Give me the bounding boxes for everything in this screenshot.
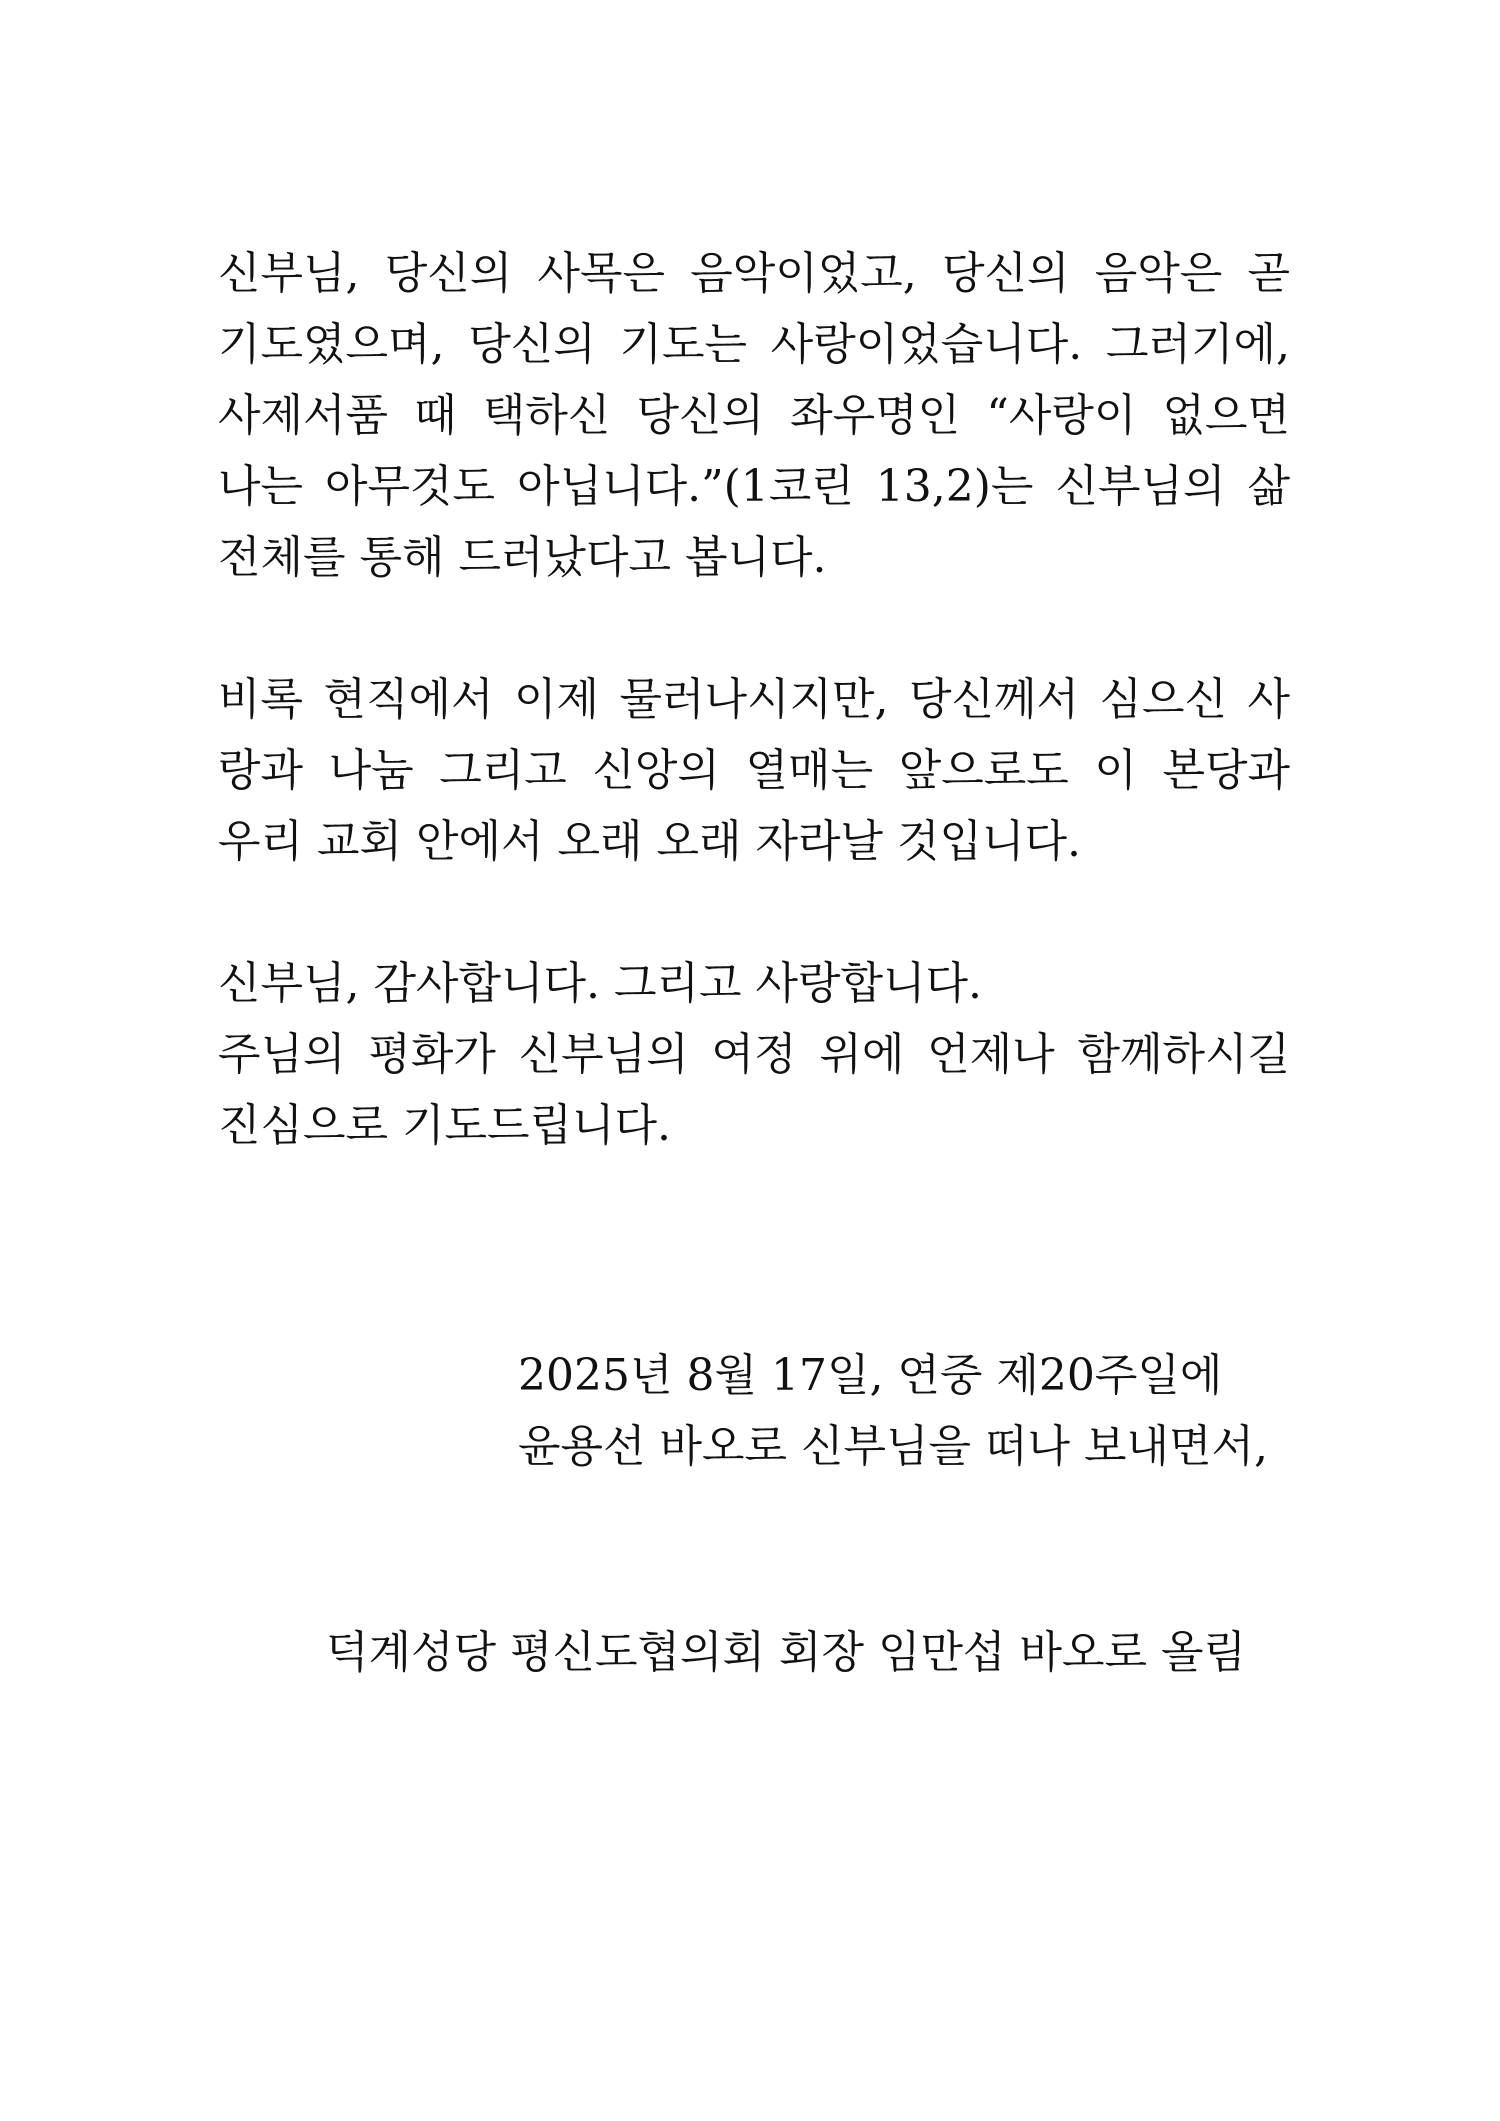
- text-line: 랑과 나눔 그리고 신앙의 열매는 앞으로도 이 본당과: [218, 745, 1290, 796]
- paragraph-3: [218, 948, 1290, 1161]
- paragraph-2: [218, 664, 1290, 877]
- letter-body: [218, 238, 1290, 1161]
- closing-block: [518, 1340, 1268, 1482]
- text-line: 진심으로 기도드립니다.: [218, 1100, 672, 1151]
- text-line: 우리 교회 안에서 오래 오래 자라날 것입니다.: [218, 816, 1081, 867]
- closing-farewell-line: 윤용선 바오로 신부님을 떠나 보내면서,: [518, 1421, 1268, 1472]
- text-line: 신부님, 감사합니다. 그리고 사랑합니다.: [218, 958, 982, 1009]
- closing-date-line: 2025년 8월 17일, 연중 제20주일에: [518, 1350, 1223, 1401]
- text-line: 주님의 평화가 신부님의 여정 위에 언제나 함께하시길: [218, 1029, 1290, 1080]
- text-line: 사제서품 때 택하신 당신의 좌우명인 “사랑이 없으면: [218, 390, 1290, 441]
- text-line: 신부님, 당신의 사목은 음악이었고, 당신의 음악은 곧: [218, 248, 1290, 299]
- paragraph-gap: [218, 593, 1290, 664]
- text-line: 전체를 통해 드러났다고 봅니다.: [218, 532, 827, 583]
- signature-line: 덕계성당 평신도협의회 회장 임만섭 바오로 올림: [326, 1627, 1247, 1678]
- text-line: 나는 아무것도 아닙니다.”(1코린 13,2)는 신부님의 삶: [218, 461, 1290, 512]
- paragraph-1: [218, 238, 1290, 593]
- text-line: 기도였으며, 당신의 기도는 사랑이었습니다. 그러기에,: [218, 319, 1290, 370]
- text-line: 비록 현직에서 이제 물러나시지만, 당신께서 심으신 사: [218, 674, 1290, 725]
- paragraph-gap: [218, 877, 1290, 948]
